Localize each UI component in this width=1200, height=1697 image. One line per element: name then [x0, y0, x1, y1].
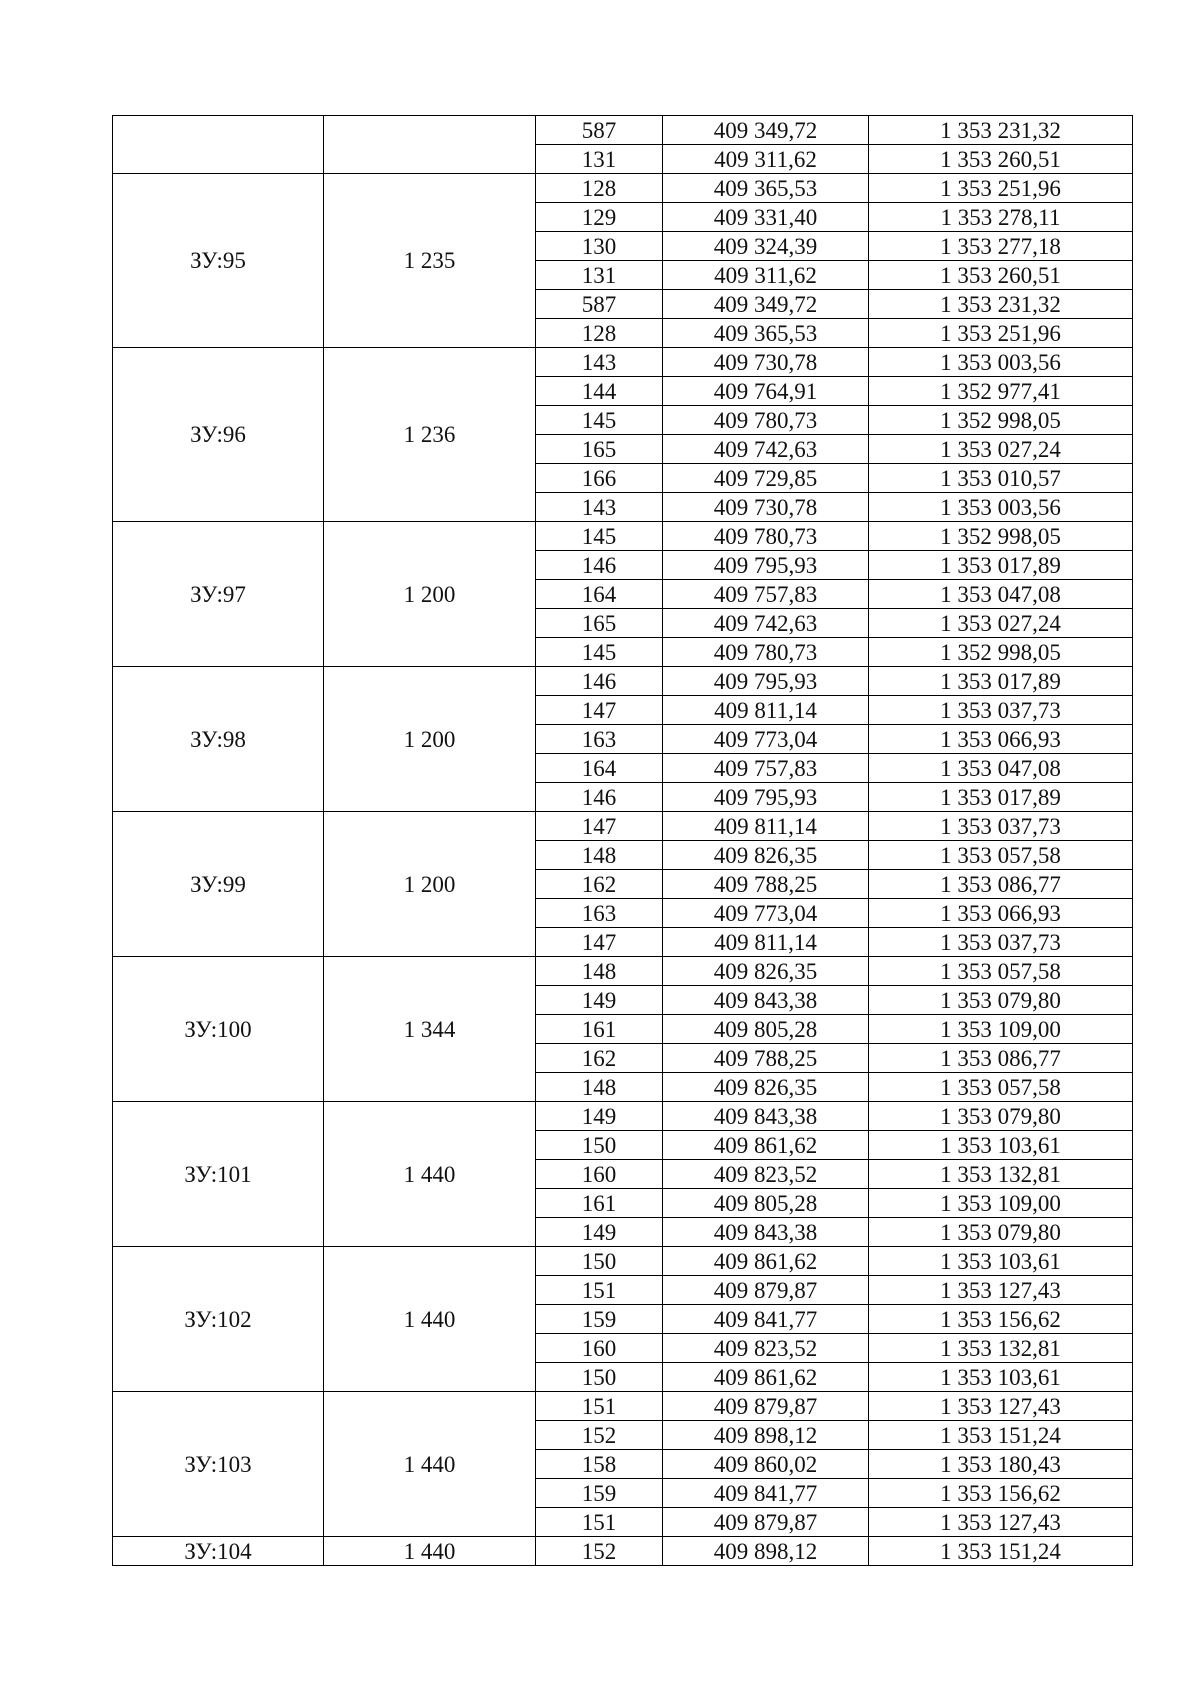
point-number-cell: 150 — [536, 1247, 663, 1276]
table-row — [113, 174, 1133, 203]
y-coordinate-cell: 1 353 079,80 — [869, 986, 1133, 1015]
plot-area-cell — [324, 116, 536, 174]
y-coordinate-cell: 1 353 010,57 — [869, 464, 1133, 493]
point-number-cell: 160 — [536, 1160, 663, 1189]
point-number-cell: 165 — [536, 435, 663, 464]
point-number-cell: 587 — [536, 116, 663, 145]
x-coordinate-cell: 409 324,39 — [663, 232, 869, 261]
point-number-cell: 162 — [536, 1044, 663, 1073]
y-coordinate-cell: 1 353 127,43 — [869, 1276, 1133, 1305]
land-plot-coordinates-table — [112, 115, 1133, 1566]
point-number-cell: 160 — [536, 1334, 663, 1363]
y-coordinate-cell: 1 353 260,51 — [869, 261, 1133, 290]
table-row — [113, 957, 1133, 986]
point-number-cell: 130 — [536, 232, 663, 261]
y-coordinate-cell: 1 353 231,32 — [869, 290, 1133, 319]
point-number-cell: 129 — [536, 203, 663, 232]
point-number-cell: 164 — [536, 580, 663, 609]
x-coordinate-cell: 409 823,52 — [663, 1160, 869, 1189]
y-coordinate-cell: 1 353 037,73 — [869, 696, 1133, 725]
y-coordinate-cell: 1 353 103,61 — [869, 1363, 1133, 1392]
x-coordinate-cell: 409 764,91 — [663, 377, 869, 406]
y-coordinate-cell: 1 353 086,77 — [869, 870, 1133, 899]
y-coordinate-cell: 1 353 086,77 — [869, 1044, 1133, 1073]
point-number-cell: 165 — [536, 609, 663, 638]
point-number-cell: 148 — [536, 841, 663, 870]
x-coordinate-cell: 409 860,02 — [663, 1450, 869, 1479]
x-coordinate-cell: 409 331,40 — [663, 203, 869, 232]
y-coordinate-cell: 1 353 151,24 — [869, 1537, 1133, 1566]
x-coordinate-cell: 409 811,14 — [663, 696, 869, 725]
y-coordinate-cell: 1 353 057,58 — [869, 957, 1133, 986]
y-coordinate-cell: 1 352 998,05 — [869, 638, 1133, 667]
y-coordinate-cell: 1 353 103,61 — [869, 1131, 1133, 1160]
y-coordinate-cell: 1 353 260,51 — [869, 145, 1133, 174]
y-coordinate-cell: 1 353 132,81 — [869, 1160, 1133, 1189]
x-coordinate-cell: 409 349,72 — [663, 116, 869, 145]
point-number-cell: 143 — [536, 493, 663, 522]
x-coordinate-cell: 409 898,12 — [663, 1537, 869, 1566]
y-coordinate-cell: 1 353 079,80 — [869, 1102, 1133, 1131]
y-coordinate-cell: 1 353 127,43 — [869, 1392, 1133, 1421]
x-coordinate-cell: 409 773,04 — [663, 725, 869, 754]
y-coordinate-cell: 1 353 277,18 — [869, 232, 1133, 261]
y-coordinate-cell: 1 353 017,89 — [869, 783, 1133, 812]
point-number-cell: 163 — [536, 899, 663, 928]
point-number-cell: 148 — [536, 957, 663, 986]
x-coordinate-cell: 409 843,38 — [663, 1218, 869, 1247]
y-coordinate-cell: 1 353 251,96 — [869, 174, 1133, 203]
x-coordinate-cell: 409 729,85 — [663, 464, 869, 493]
y-coordinate-cell: 1 352 977,41 — [869, 377, 1133, 406]
point-number-cell: 149 — [536, 986, 663, 1015]
x-coordinate-cell: 409 730,78 — [663, 348, 869, 377]
point-number-cell: 148 — [536, 1073, 663, 1102]
point-number-cell: 144 — [536, 377, 663, 406]
point-number-cell: 145 — [536, 522, 663, 551]
table-row — [113, 1247, 1133, 1276]
x-coordinate-cell: 409 879,87 — [663, 1276, 869, 1305]
point-number-cell: 151 — [536, 1392, 663, 1421]
table-row — [113, 116, 1133, 145]
point-number-cell: 146 — [536, 783, 663, 812]
point-number-cell: 146 — [536, 551, 663, 580]
x-coordinate-cell: 409 861,62 — [663, 1363, 869, 1392]
x-coordinate-cell: 409 365,53 — [663, 319, 869, 348]
x-coordinate-cell: 409 788,25 — [663, 1044, 869, 1073]
plot-id-cell: ЗУ:102 — [113, 1247, 324, 1392]
y-coordinate-cell: 1 353 003,56 — [869, 493, 1133, 522]
table-row — [113, 1102, 1133, 1131]
table-row — [113, 667, 1133, 696]
point-number-cell: 147 — [536, 812, 663, 841]
x-coordinate-cell: 409 861,62 — [663, 1247, 869, 1276]
point-number-cell: 161 — [536, 1189, 663, 1218]
point-number-cell: 151 — [536, 1508, 663, 1537]
plot-id-cell — [113, 116, 324, 174]
x-coordinate-cell: 409 811,14 — [663, 812, 869, 841]
x-coordinate-cell: 409 795,93 — [663, 783, 869, 812]
y-coordinate-cell: 1 353 278,11 — [869, 203, 1133, 232]
plot-area-cell: 1 200 — [324, 812, 536, 957]
x-coordinate-cell: 409 823,52 — [663, 1334, 869, 1363]
point-number-cell: 163 — [536, 725, 663, 754]
y-coordinate-cell: 1 353 180,43 — [869, 1450, 1133, 1479]
y-coordinate-cell: 1 353 156,62 — [869, 1305, 1133, 1334]
y-coordinate-cell: 1 353 057,58 — [869, 841, 1133, 870]
point-number-cell: 150 — [536, 1131, 663, 1160]
point-number-cell: 128 — [536, 174, 663, 203]
x-coordinate-cell: 409 861,62 — [663, 1131, 869, 1160]
plot-area-cell: 1 440 — [324, 1392, 536, 1537]
y-coordinate-cell: 1 353 057,58 — [869, 1073, 1133, 1102]
table-body — [113, 116, 1133, 1566]
table-row — [113, 348, 1133, 377]
plot-id-cell: ЗУ:103 — [113, 1392, 324, 1537]
plot-area-cell: 1 344 — [324, 957, 536, 1102]
y-coordinate-cell: 1 353 151,24 — [869, 1421, 1133, 1450]
plot-id-cell: ЗУ:97 — [113, 522, 324, 667]
y-coordinate-cell: 1 353 037,73 — [869, 928, 1133, 957]
x-coordinate-cell: 409 841,77 — [663, 1305, 869, 1334]
y-coordinate-cell: 1 353 231,32 — [869, 116, 1133, 145]
x-coordinate-cell: 409 780,73 — [663, 638, 869, 667]
table-row — [113, 812, 1133, 841]
y-coordinate-cell: 1 353 156,62 — [869, 1479, 1133, 1508]
plot-area-cell: 1 235 — [324, 174, 536, 348]
point-number-cell: 162 — [536, 870, 663, 899]
y-coordinate-cell: 1 353 066,93 — [869, 725, 1133, 754]
point-number-cell: 152 — [536, 1537, 663, 1566]
x-coordinate-cell: 409 780,73 — [663, 522, 869, 551]
point-number-cell: 146 — [536, 667, 663, 696]
plot-id-cell: ЗУ:104 — [113, 1537, 324, 1566]
y-coordinate-cell: 1 352 998,05 — [869, 522, 1133, 551]
point-number-cell: 143 — [536, 348, 663, 377]
y-coordinate-cell: 1 353 079,80 — [869, 1218, 1133, 1247]
y-coordinate-cell: 1 353 132,81 — [869, 1334, 1133, 1363]
x-coordinate-cell: 409 795,93 — [663, 551, 869, 580]
x-coordinate-cell: 409 805,28 — [663, 1015, 869, 1044]
x-coordinate-cell: 409 826,35 — [663, 957, 869, 986]
x-coordinate-cell: 409 841,77 — [663, 1479, 869, 1508]
point-number-cell: 149 — [536, 1102, 663, 1131]
x-coordinate-cell: 409 311,62 — [663, 261, 869, 290]
point-number-cell: 159 — [536, 1479, 663, 1508]
y-coordinate-cell: 1 353 109,00 — [869, 1015, 1133, 1044]
point-number-cell: 145 — [536, 406, 663, 435]
plot-area-cell: 1 440 — [324, 1102, 536, 1247]
x-coordinate-cell: 409 811,14 — [663, 928, 869, 957]
point-number-cell: 150 — [536, 1363, 663, 1392]
x-coordinate-cell: 409 742,63 — [663, 435, 869, 464]
y-coordinate-cell: 1 353 027,24 — [869, 609, 1133, 638]
y-coordinate-cell: 1 353 109,00 — [869, 1189, 1133, 1218]
y-coordinate-cell: 1 353 047,08 — [869, 580, 1133, 609]
x-coordinate-cell: 409 757,83 — [663, 754, 869, 783]
plot-area-cell: 1 200 — [324, 667, 536, 812]
y-coordinate-cell: 1 352 998,05 — [869, 406, 1133, 435]
x-coordinate-cell: 409 780,73 — [663, 406, 869, 435]
y-coordinate-cell: 1 353 251,96 — [869, 319, 1133, 348]
plot-id-cell: ЗУ:99 — [113, 812, 324, 957]
x-coordinate-cell: 409 742,63 — [663, 609, 869, 638]
point-number-cell: 159 — [536, 1305, 663, 1334]
plot-id-cell: ЗУ:96 — [113, 348, 324, 522]
y-coordinate-cell: 1 353 127,43 — [869, 1508, 1133, 1537]
point-number-cell: 131 — [536, 261, 663, 290]
table-row — [113, 1392, 1133, 1421]
x-coordinate-cell: 409 757,83 — [663, 580, 869, 609]
y-coordinate-cell: 1 353 003,56 — [869, 348, 1133, 377]
x-coordinate-cell: 409 879,87 — [663, 1508, 869, 1537]
y-coordinate-cell: 1 353 066,93 — [869, 899, 1133, 928]
point-number-cell: 131 — [536, 145, 663, 174]
x-coordinate-cell: 409 805,28 — [663, 1189, 869, 1218]
x-coordinate-cell: 409 898,12 — [663, 1421, 869, 1450]
plot-area-cell: 1 200 — [324, 522, 536, 667]
point-number-cell: 161 — [536, 1015, 663, 1044]
y-coordinate-cell: 1 353 103,61 — [869, 1247, 1133, 1276]
y-coordinate-cell: 1 353 047,08 — [869, 754, 1133, 783]
point-number-cell: 149 — [536, 1218, 663, 1247]
point-number-cell: 158 — [536, 1450, 663, 1479]
table-row — [113, 1537, 1133, 1566]
point-number-cell: 587 — [536, 290, 663, 319]
plot-id-cell: ЗУ:101 — [113, 1102, 324, 1247]
point-number-cell: 145 — [536, 638, 663, 667]
plot-area-cell: 1 440 — [324, 1537, 536, 1566]
x-coordinate-cell: 409 843,38 — [663, 1102, 869, 1131]
plot-area-cell: 1 236 — [324, 348, 536, 522]
point-number-cell: 166 — [536, 464, 663, 493]
point-number-cell: 147 — [536, 928, 663, 957]
x-coordinate-cell: 409 826,35 — [663, 1073, 869, 1102]
point-number-cell: 152 — [536, 1421, 663, 1450]
x-coordinate-cell: 409 730,78 — [663, 493, 869, 522]
x-coordinate-cell: 409 795,93 — [663, 667, 869, 696]
plot-id-cell: ЗУ:100 — [113, 957, 324, 1102]
x-coordinate-cell: 409 788,25 — [663, 870, 869, 899]
x-coordinate-cell: 409 879,87 — [663, 1392, 869, 1421]
y-coordinate-cell: 1 353 027,24 — [869, 435, 1133, 464]
point-number-cell: 151 — [536, 1276, 663, 1305]
x-coordinate-cell: 409 311,62 — [663, 145, 869, 174]
point-number-cell: 128 — [536, 319, 663, 348]
x-coordinate-cell: 409 773,04 — [663, 899, 869, 928]
y-coordinate-cell: 1 353 037,73 — [869, 812, 1133, 841]
plot-area-cell: 1 440 — [324, 1247, 536, 1392]
plot-id-cell: ЗУ:98 — [113, 667, 324, 812]
plot-id-cell: ЗУ:95 — [113, 174, 324, 348]
y-coordinate-cell: 1 353 017,89 — [869, 667, 1133, 696]
table-row — [113, 522, 1133, 551]
x-coordinate-cell: 409 843,38 — [663, 986, 869, 1015]
point-number-cell: 164 — [536, 754, 663, 783]
x-coordinate-cell: 409 365,53 — [663, 174, 869, 203]
x-coordinate-cell: 409 826,35 — [663, 841, 869, 870]
x-coordinate-cell: 409 349,72 — [663, 290, 869, 319]
point-number-cell: 147 — [536, 696, 663, 725]
y-coordinate-cell: 1 353 017,89 — [869, 551, 1133, 580]
